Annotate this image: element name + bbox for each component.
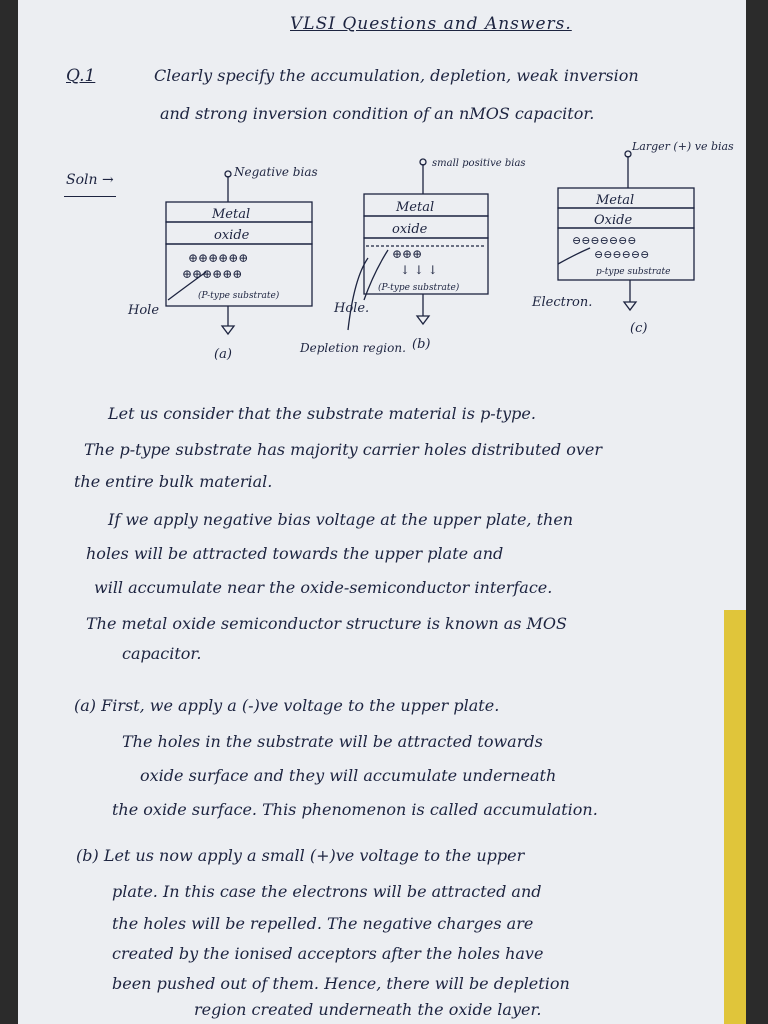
diagram-c-electron-label: Electron.: [532, 295, 593, 310]
body-line-5: holes will be attracted towards the upper plate and: [86, 544, 504, 563]
diagram-b-substrate: (P-type substrate): [378, 283, 460, 293]
diagram-a-metal: Metal: [212, 207, 251, 222]
body-line-7: The metal oxide semiconductor structure is known as MOS: [86, 614, 568, 633]
diagram-a-row2: ⊕⊕⊕⊕⊕⊕: [182, 267, 243, 281]
body-line-3: the entire bulk material.: [74, 472, 273, 491]
diagram-b-bias: small positive bias: [432, 158, 526, 169]
page-edge-strip: [724, 610, 746, 1024]
diagram-c-row2: ⊖⊖⊖⊖⊖⊖: [594, 248, 650, 261]
diagram-c-bias: Larger (+) ve bias: [632, 140, 734, 153]
body-line-12: the oxide surface. This phenomenon is called accumulation.: [112, 800, 598, 819]
body-line-10: The holes in the substrate will be attracted towards: [122, 732, 543, 751]
diagram-a-row1: ⊕⊕⊕⊕⊕⊕: [188, 251, 249, 265]
body-line-8: capacitor.: [122, 644, 202, 663]
diagram-a-bias: Negative bias: [234, 165, 318, 179]
body-line-17: been pushed out of them. Hence, there will be depletion: [112, 974, 570, 993]
diagram-b-depletion-label: Depletion region.: [300, 341, 406, 355]
diagram-c-row1: ⊖⊖⊖⊖⊖⊖⊖: [572, 234, 637, 247]
diagram-b-caption: (b): [412, 337, 431, 352]
body-line-11: oxide surface and they will accumulate underneath: [140, 766, 557, 785]
diagram-b-arrows: ↓ ↓ ↓: [400, 263, 438, 277]
body-line-15: the holes will be repelled. The negative charges are: [112, 914, 534, 933]
diagram-a-substrate: (P-type substrate): [198, 291, 280, 301]
diagram-a-hole-label: Hole: [128, 303, 160, 318]
mos-diagrams: [18, 0, 746, 380]
body-line-9: (a) First, we apply a (-)ve voltage to the upper plate.: [74, 696, 500, 715]
body-line-18: region created underneath the oxide layer.: [194, 1000, 542, 1019]
body-line-13: (b) Let us now apply a small (+)ve voltage to the upper: [76, 846, 525, 865]
body-line-14: plate. In this case the electrons will be attracted and: [112, 882, 542, 901]
body-line-6: will accumulate near the oxide-semiconductor interface.: [94, 578, 553, 597]
diagram-c-caption: (c): [630, 321, 648, 336]
diagram-b-metal: Metal: [396, 200, 435, 215]
diagram-b-row1: ⊕⊕⊕: [392, 247, 423, 261]
body-line-16: created by the ionised acceptors after the holes have: [112, 944, 544, 963]
diagram-a-caption: (a): [214, 347, 232, 362]
page-title: VLSI Questions and Answers.: [290, 14, 572, 34]
diagram-c-oxide: Oxide: [594, 213, 633, 228]
diagram-a-oxide: oxide: [214, 228, 250, 243]
question-line-1: Clearly specify the accumulation, depletion, weak inversion: [154, 66, 639, 85]
body-line-2: The p-type substrate has majority carrier holes distributed over: [84, 440, 603, 459]
diagram-c-metal: Metal: [596, 193, 635, 208]
notebook-page: [18, 0, 746, 1024]
diagram-b-oxide: oxide: [392, 222, 428, 237]
question-label: Q.1: [66, 66, 96, 86]
question-line-2: and strong inversion condition of an nMOS capacitor.: [160, 104, 595, 123]
diagram-c-substrate: p-type substrate: [596, 267, 671, 277]
body-line-1: Let us consider that the substrate material is p-type.: [108, 404, 536, 423]
body-line-4: If we apply negative bias voltage at the upper plate, then: [108, 510, 574, 529]
diagram-b-hole-label: Hole.: [334, 301, 370, 316]
solution-label: Soln →: [66, 172, 114, 188]
